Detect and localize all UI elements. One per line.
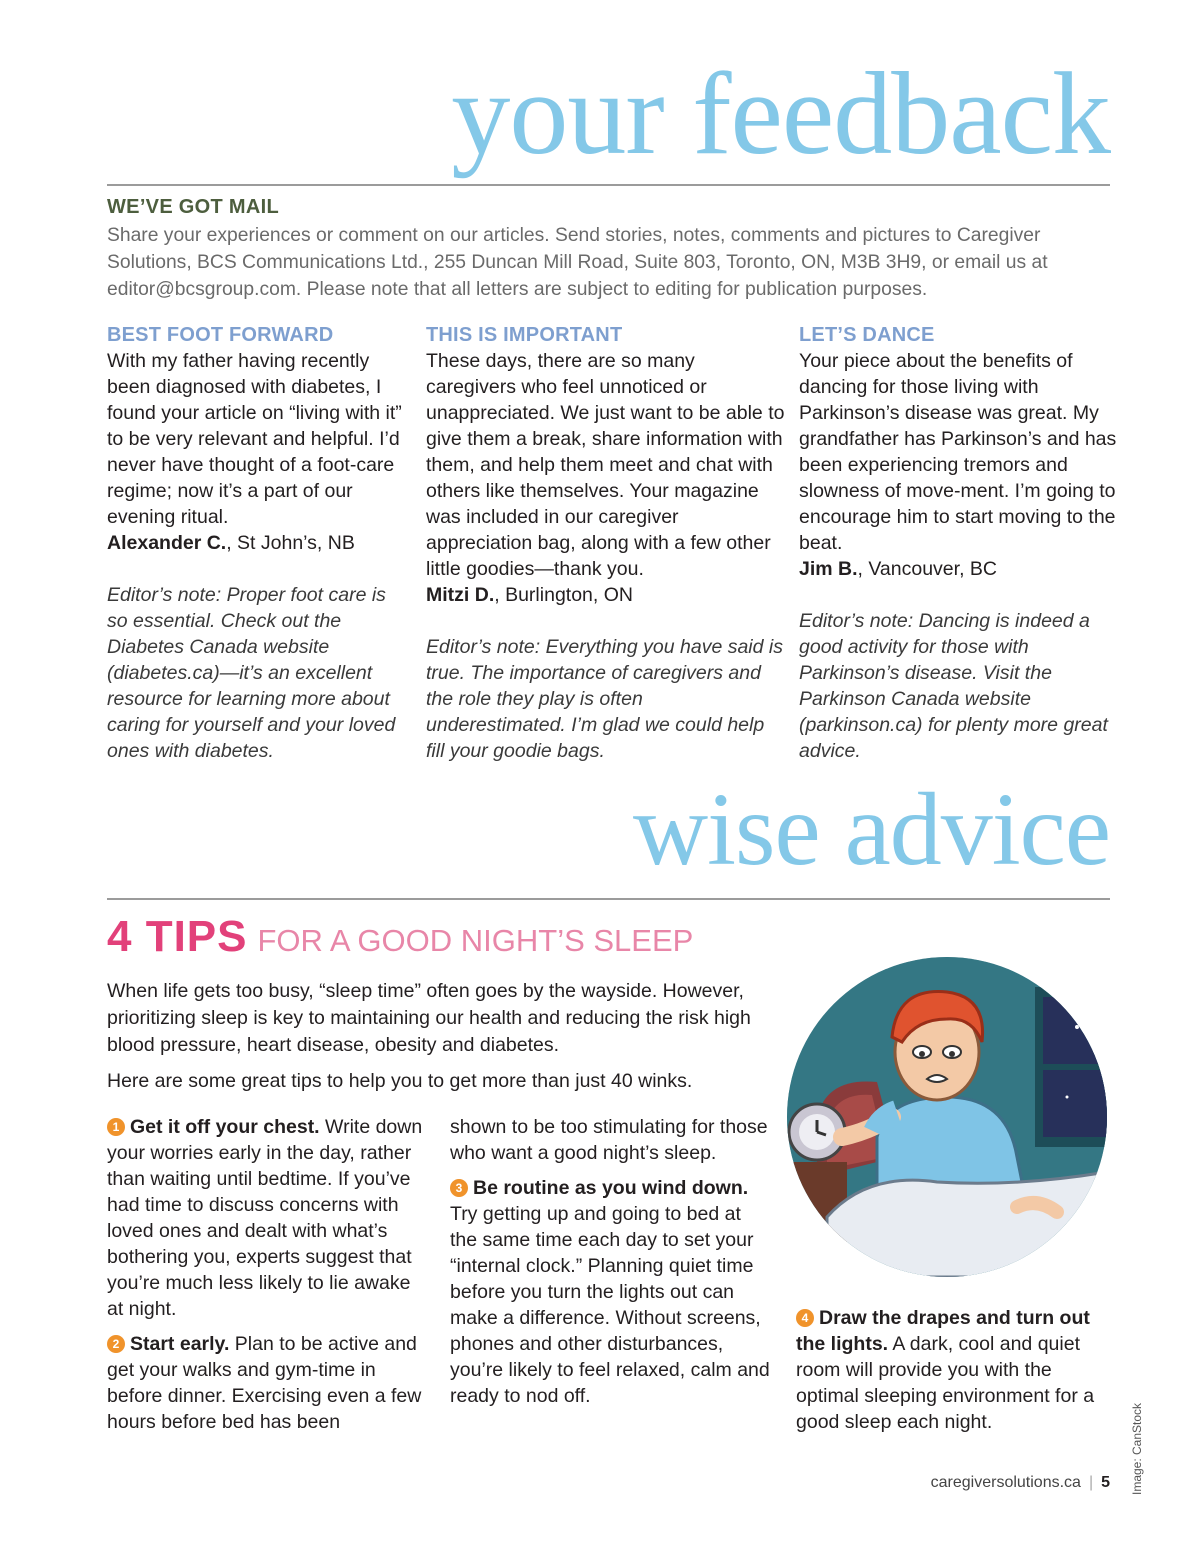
section-title-advice: wise advice bbox=[632, 772, 1110, 887]
tip-number-badge: 4 bbox=[796, 1309, 814, 1327]
editor-note: Editor’s note: Proper foot care is so essential. Check out the Diabetes Canada website (diabetes.ca)—it’s an excellent resource for learning more about caring for yourself and your loved ones with diabetes. bbox=[107, 584, 396, 762]
tip-text: Try getting up and going to bed at the same time each day to set your “internal clock.” Planning quiet time before you turn the lights out can make a difference. Without screens, phones and other disturbances, you’re likely to feel relaxed, calm and ready to nod off. bbox=[450, 1203, 770, 1407]
tip-lead: Start early. bbox=[130, 1333, 230, 1355]
tip-number-badge: 2 bbox=[107, 1335, 125, 1353]
letter-location: , Vancouver, BC bbox=[857, 558, 997, 580]
tip-text: Plan to be active and get your walks and gym-time in before dinner. Exercising even a few hours before bed has been bbox=[107, 1333, 422, 1433]
tip-lead: Get it off your chest. bbox=[130, 1116, 320, 1138]
tip-item bbox=[107, 1331, 427, 1435]
letter-heading: LET’S DANCE bbox=[799, 324, 935, 346]
editor-note: Editor’s note: Everything you have said is true. The importance of caregivers and the role they play is often underestimated. I’m glad we could help fill your goodie bags. bbox=[426, 636, 783, 762]
tip-lead: Draw the drapes and turn out the lights. bbox=[796, 1307, 1090, 1355]
tip-number-badge: 1 bbox=[107, 1118, 125, 1136]
footer-separator: | bbox=[1088, 1474, 1094, 1491]
letter-column bbox=[799, 322, 1119, 764]
letter-author: Mitzi D. bbox=[426, 584, 495, 606]
letter-author: Alexander C. bbox=[107, 532, 227, 554]
editor-note: Editor’s note: Dancing is indeed a good activity for those with Parkinson’s disease. Visit the Parkinson Canada website (parkinson.ca) for plenty more great advice. bbox=[799, 610, 1108, 762]
tip-item bbox=[796, 1305, 1116, 1435]
tips-column bbox=[107, 1114, 427, 1435]
letter-signature bbox=[426, 582, 786, 608]
letter-signature bbox=[107, 530, 407, 556]
page-footer bbox=[931, 1474, 1110, 1492]
image-credit: Image: CanStock bbox=[1130, 1402, 1144, 1495]
letter-location: , Burlington, ON bbox=[494, 584, 633, 606]
mail-heading: WE’VE GOT MAIL bbox=[107, 196, 279, 218]
tips-intro bbox=[107, 978, 797, 1095]
mail-intro-text: Share your experiences or comment on our articles. Send stories, notes, comments and pictures to Caregiver Solutions, BCS Communications Ltd., 255 Duncan Mill Road, Suite 803, Toronto, ON, M3B 3H9, or email us at editor@bcsgroup.com. Please note that all letters are subject to editing for publication purposes. bbox=[107, 225, 1048, 300]
letter-body: These days, there are so many caregivers who feel unnoticed or unappreciated. We just want to be able to give them a break, share information with them, and help them meet and chat with others like themselves. Your magazine was included in our caregiver appreciation bag, along with a few other little goodies—thank you. bbox=[426, 350, 785, 580]
tip-item bbox=[450, 1175, 770, 1409]
letter-body: With my father having recently been diagnosed with diabetes, I found your article on “living with it” to be very relevant and helpful. I’d never have thought of a foot-care regime; now it’s a part of our evening ritual. bbox=[107, 350, 402, 528]
letter-heading: BEST FOOT FORWARD bbox=[107, 324, 334, 346]
tips-column bbox=[796, 1305, 1116, 1435]
tip-item bbox=[107, 1114, 427, 1322]
letter-column bbox=[426, 322, 786, 764]
intro-paragraph: Here are some great tips to help you to get more than just 40 winks. bbox=[107, 1070, 693, 1092]
letter-author: Jim B. bbox=[799, 558, 858, 580]
letter-body: Your piece about the benefits of dancing for those living with Parkinson’s disease was great. My grandfather has Parkinson’s and has been experiencing tremors and slowness of move-ment. I’m going to encourage him to start moving to the beat. bbox=[799, 350, 1117, 554]
page-number: 5 bbox=[1101, 1474, 1110, 1491]
tip-number-badge: 3 bbox=[450, 1179, 468, 1197]
tip-continued: shown to be too stimulating for those who want a good night’s sleep. bbox=[450, 1116, 768, 1164]
sleepless-man-illustration bbox=[787, 957, 1107, 1277]
section-title-feedback: your feedback bbox=[451, 48, 1110, 179]
tips-subtitle: FOR A GOOD NIGHT’S SLEEP bbox=[257, 923, 694, 958]
tips-heading bbox=[107, 912, 693, 962]
letter-heading: THIS IS IMPORTANT bbox=[426, 324, 623, 346]
tips-column bbox=[450, 1114, 770, 1409]
divider bbox=[107, 898, 1110, 900]
tips-number: 4 TIPS bbox=[107, 912, 248, 961]
letter-signature bbox=[799, 556, 1119, 582]
tip-lead: Be routine as you wind down. bbox=[473, 1177, 749, 1199]
intro-paragraph: When life gets too busy, “sleep time” often goes by the wayside. However, prioritizing sleep is key to maintaining our health and reducing the risk high blood pressure, heart disease, obesity and diabetes. bbox=[107, 980, 751, 1056]
letter-location: , St John’s, NB bbox=[226, 532, 355, 554]
tip-text: Write down your worries early in the day, rather than waiting until bedtime. If you’ve had time to discuss concerns with loved ones and dealt with what’s bothering you, experts suggest that you’re much less likely to lie awake at night. bbox=[107, 1116, 423, 1320]
letter-column bbox=[107, 322, 407, 764]
tip-text: A dark, cool and quiet room will provide you with the optimal sleeping environment for a good sleep each night. bbox=[796, 1333, 1095, 1433]
footer-website: caregiversolutions.ca bbox=[930, 1474, 1081, 1491]
divider bbox=[107, 184, 1110, 186]
